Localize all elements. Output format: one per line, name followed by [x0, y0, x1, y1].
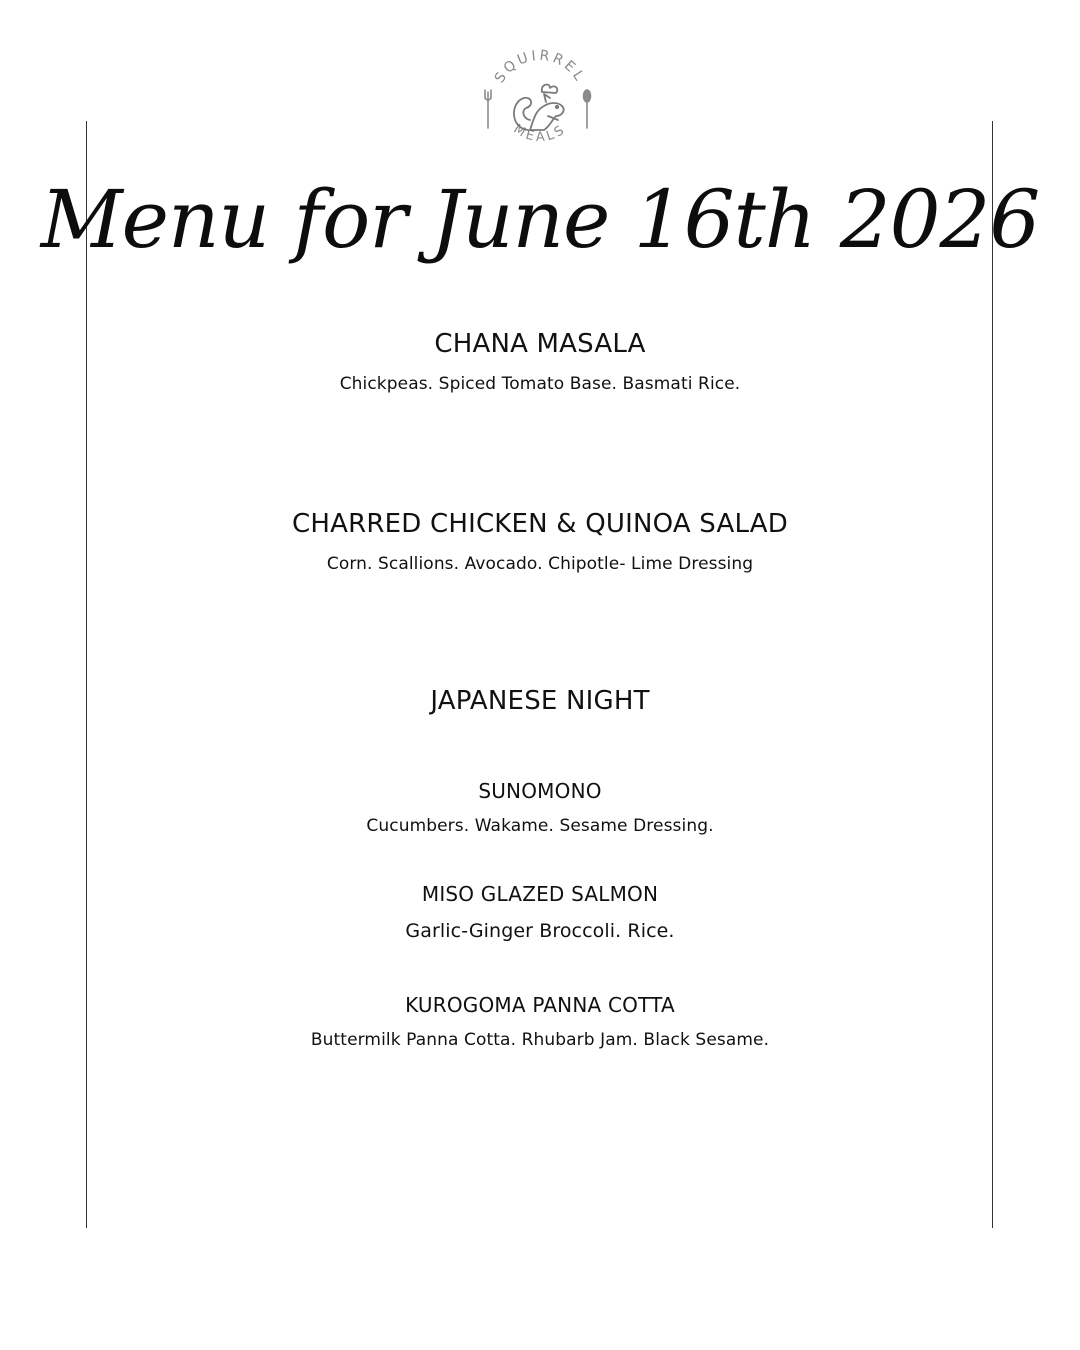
menu-title: Menu for June 16th 2026	[40, 173, 1040, 266]
course-name-miso-glazed-salmon: MISO GLAZED SALMON	[421, 882, 659, 906]
dish-description-chana-masala: Chickpeas. Spiced Tomato Base. Basmati Rice.	[339, 374, 741, 394]
section-title-japanese-night: JAPANESE NIGHT	[430, 686, 650, 716]
dish-description-chicken-quinoa-salad: Corn. Scallions. Avocado. Chipotle- Lime Dressing	[326, 554, 754, 574]
squirrel-meals-logo	[480, 40, 600, 160]
course-description-kurogoma-panna-cotta: Buttermilk Panna Cotta. Rhubarb Jam. Black Sesame.	[310, 1030, 770, 1050]
left-border-line	[86, 121, 87, 1228]
svg-text:MEALS: MEALS	[510, 121, 570, 146]
dish-name-chana-masala: CHANA MASALA	[434, 329, 646, 359]
course-description-miso-glazed-salmon: Garlic-Ginger Broccoli. Rice.	[405, 920, 675, 942]
course-name-kurogoma-panna-cotta: KUROGOMA PANNA COTTA	[405, 993, 675, 1017]
svg-text:SQUIRREL: SQUIRREL	[491, 47, 589, 86]
dish-name-chicken-quinoa-salad: CHARRED CHICKEN & QUINOA SALAD	[292, 509, 788, 539]
right-border-line	[992, 121, 993, 1228]
course-description-sunomono: Cucumbers. Wakame. Sesame Dressing.	[366, 816, 714, 836]
course-name-sunomono: SUNOMONO	[478, 779, 602, 803]
squirrel-chef-icon	[480, 40, 600, 160]
